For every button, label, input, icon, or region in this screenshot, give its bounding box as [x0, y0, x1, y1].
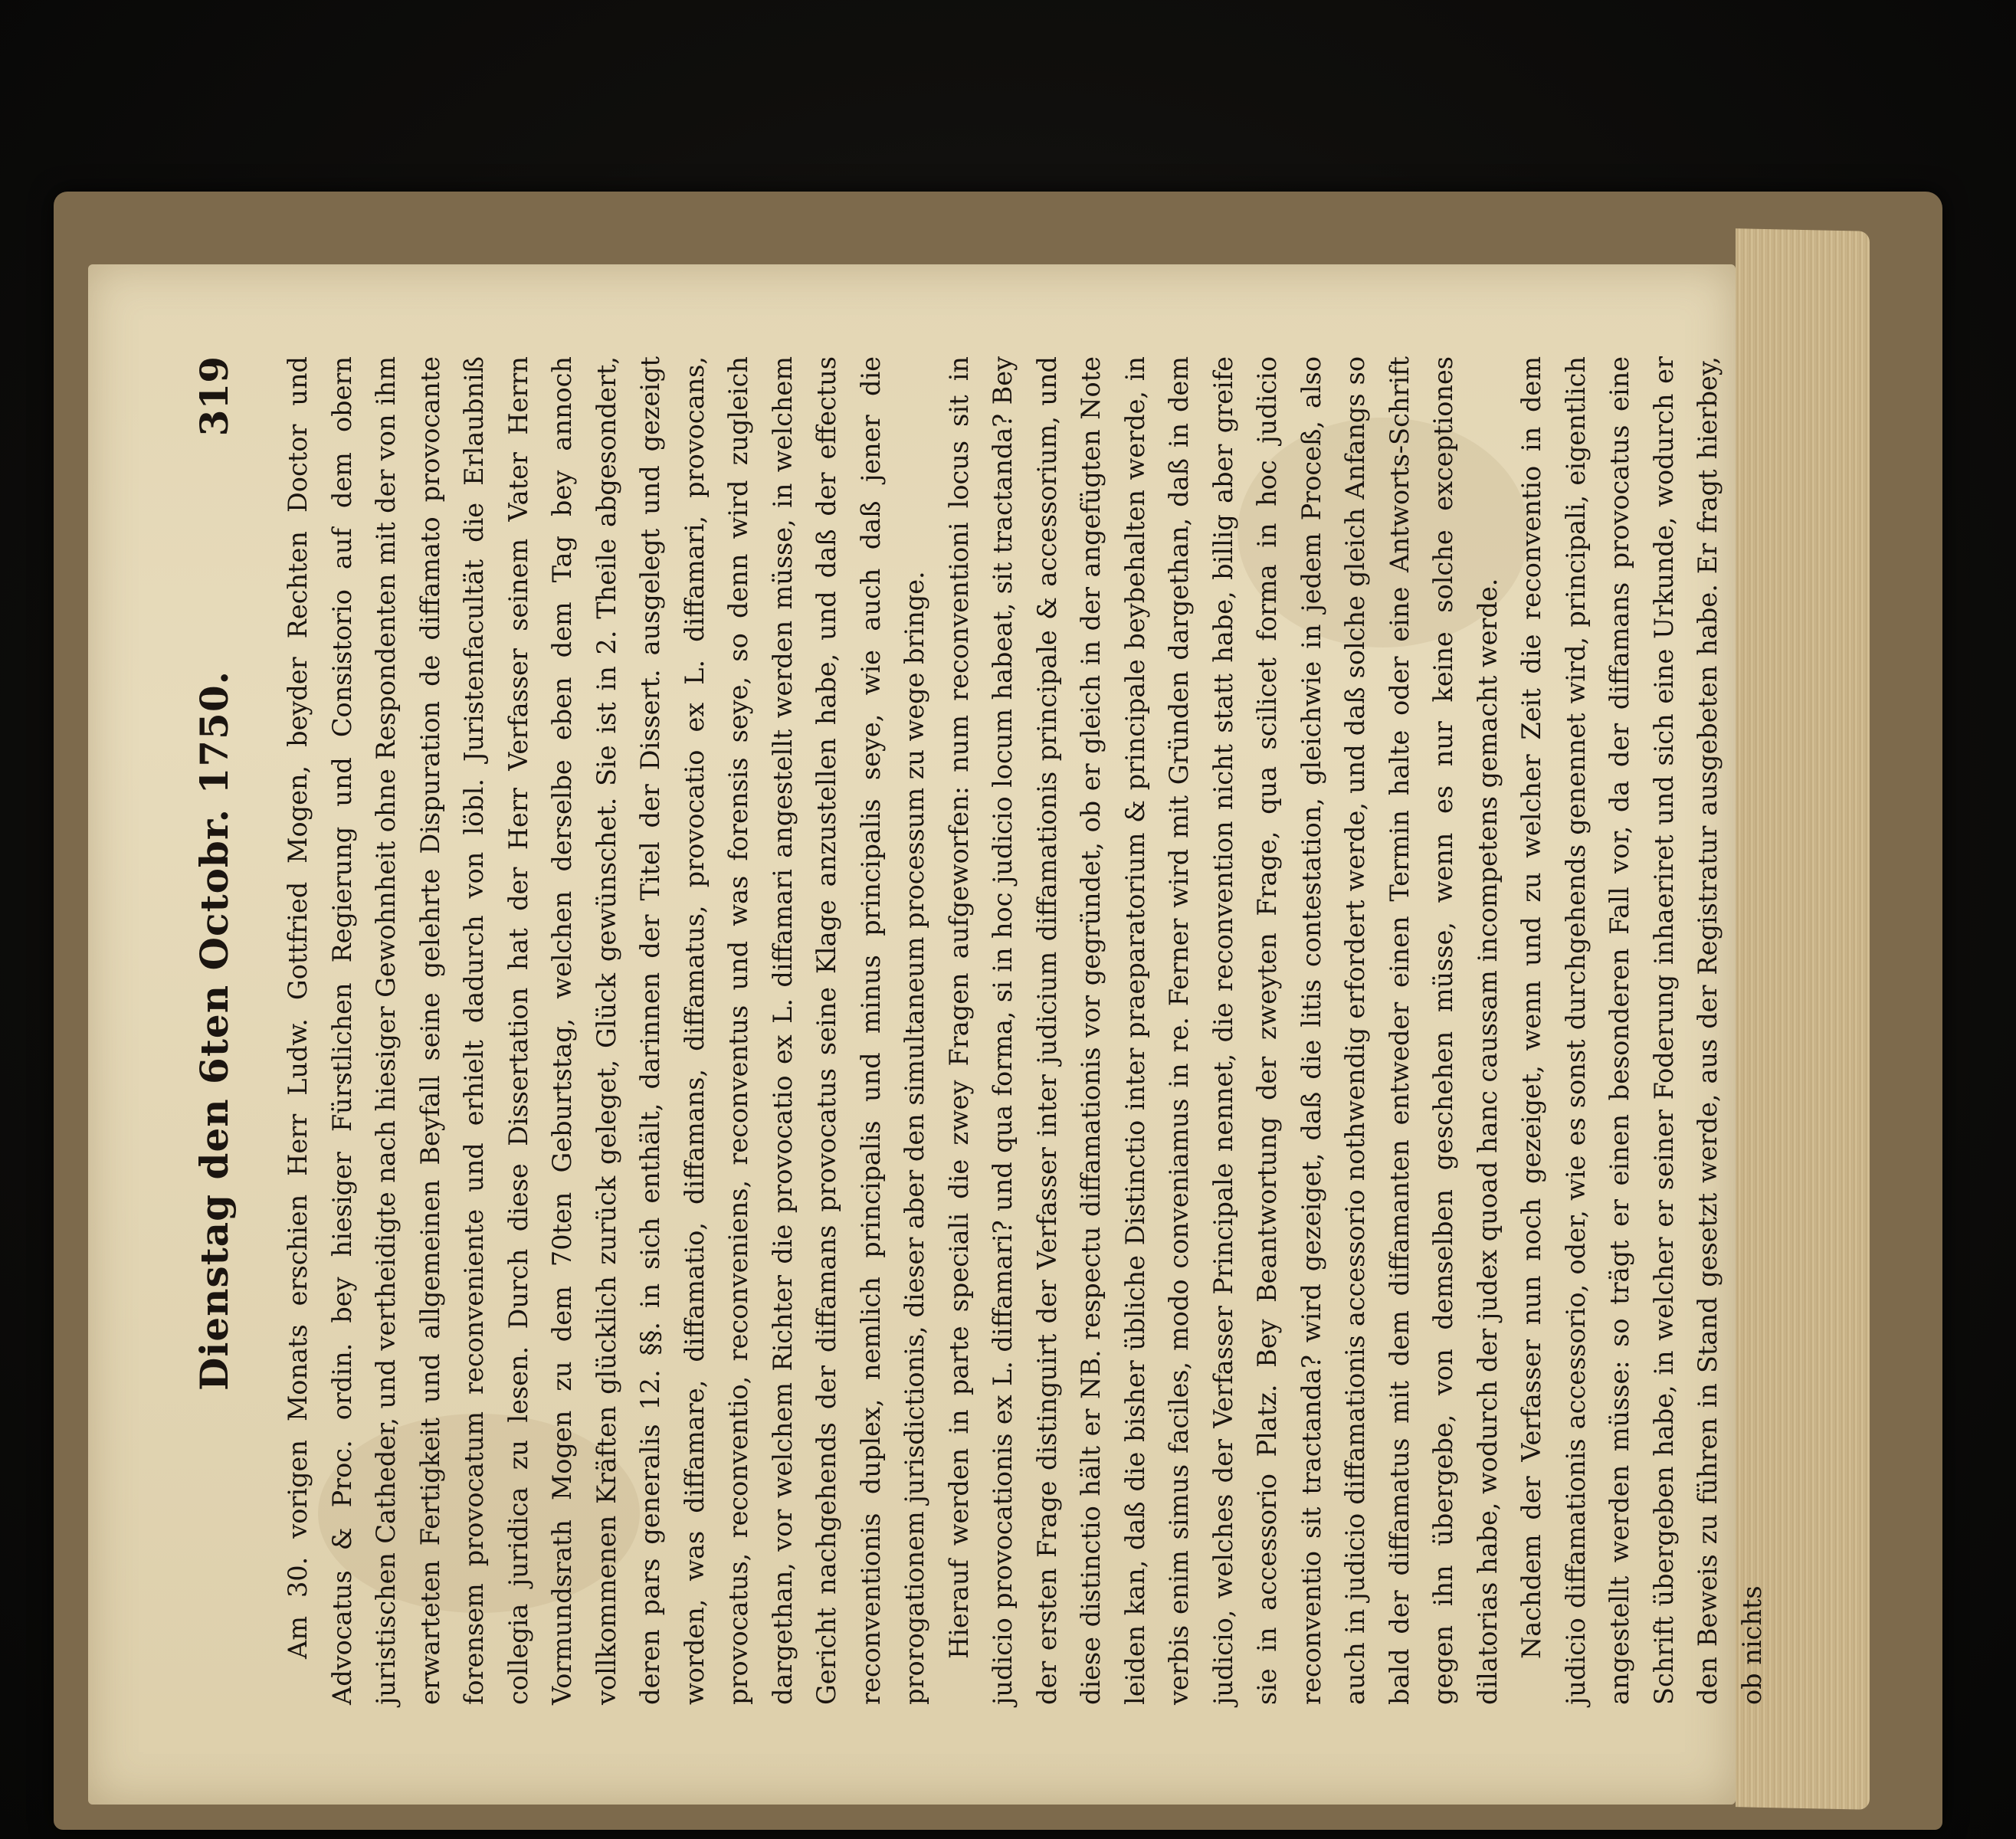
- paragraph: Am 30. vorigen Monats erschien Herr Ludw. Gottfried Mogen, beyder Rechten Doctor und Advocatus & Proc. ordin. bey hiesiger Fürstlichen Regierung und Consistorio auf dem obern juristischen Catheder, und vertheidigte nach hiesiger Gewohnheit ohne Respondenten mit der von ihm erwarteten Fertigkeit und allgemeinen Beyfall seine gelehrte Dispuration de diffamato provocante forensem provocatum reconveniente und erhielt dadurch von löbl. Juristenfacultät die Erlaubniß collegia juridica zu lesen. Durch diese Dissertation hat der Herr Verfasser seinem Vater Herrn Vormundsrath Mogen zu dem 70ten Geburtstag, welchen derselbe eben dem Tag bey annoch vollkommenen Kräften glücklich zurück geleget, Glück gewünschet. Sie ist in 2. Theile abgesondert, deren pars generalis 12. §§. in sich enthält, darinnen der Titel der Dissert. ausgelegt und gezeigt worden, was diffamare, diffamatio, diffamans, diffamatus, provocatio ex L. diffamari, provocans, provocatus, reconventio, reconveniens, reconventus und was forensis seye, so denn wird zugleich dargethan, vor welchem Richter die provocatio ex L. diffamari angestellt werden müsse, in welchem Gericht nachgehends der diffamans provocatus seine Klage anzustellen habe, und daß der effectus reconventionis duplex, nemlich principalis und minus principalis seye, wie auch daß jener die prorogationem jurisdictionis, dieser aber den simultaneum processum zu wege bringe.: [283, 356, 929, 1705]
- running-head: Dienstag den 6ten Octobr. 1750.: [192, 670, 237, 1392]
- page-number: 319: [192, 356, 237, 437]
- page-content: [161, 310, 1767, 1751]
- body-text: [276, 356, 1774, 1705]
- paragraph: Hierauf werden in parte speciali die zwey Fragen aufgeworfen: num reconventioni locus sit in judicio provocationis ex L. diffamari? und qua forma, si in hoc judicio locum habeat, sit tractanda? Bey der ersten Frage distinguirt der Verfasser inter judicium diffamationis principale & accessorium, und diese distinctio hält er NB. respectu diffamationis vor gegründet, ob er gleich in der angefügten Note leiden kan, daß die bisher übliche Distinctio inter praeparatorium & principale beybehalten werde, in verbis enim simus faciles, modo conveniamus in re. Ferner wird mit Gründen dargethan, daß in dem judicio, welches der Verfasser Principale nennet, die reconvention nicht statt habe, billig aber greife sie in accessorio Platz. Bey Beantwortung der zweyten Frage, qua scilicet forma in hoc judicio reconventio sit tractanda? wird gezeiget, daß die litis contestation, gleichwie in jedem Proceß, also auch in judicio diffamationis accessorio nothwendig erfordert werde, und daß solche gleich Anfangs so bald der diffamatus mit dem diffamanten entweder einen Termin halte oder eine Antworts-Schrift gegen ihn übergebe, von demselben geschehen müsse, wenn es nur keine solche exceptiones dilatorias habe, wodurch der judex quoad hanc caussam incompetens gemacht werde.: [943, 356, 1503, 1705]
- book-page: [88, 264, 1767, 1805]
- page-header: [192, 356, 261, 1705]
- paragraph: Nachdem der Verfasser nun noch gezeiget, wenn und zu welcher Zeit die reconventio in dem judicio diffamationis accessorio, oder, wie es sonst durchgehends genennet wird, principali, eigentlich angestellt werden müsse: so trägt er einen besonderen Fall vor, da der diffamans provocatus eine Schrift übergeben habe, in welcher er seiner Foderung inhaeriret und sich eine Urkunde, wodurch er den Beweis zu führen in Stand gesetzt werde, aus der Registratur ausgebeten habe. Er fragt hierbey, ob nichts: [1516, 356, 1767, 1705]
